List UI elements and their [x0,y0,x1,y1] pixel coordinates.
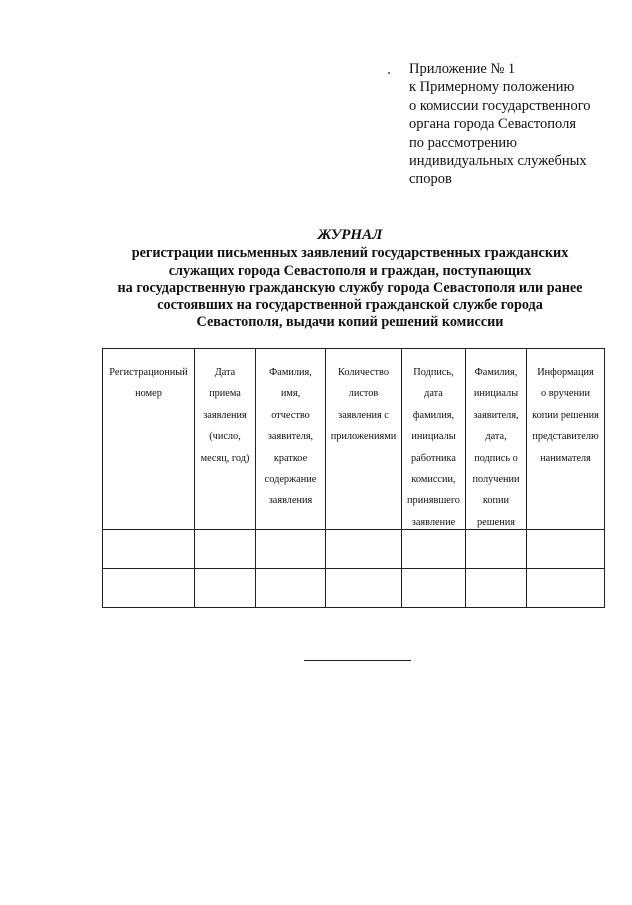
table-cell [326,569,402,608]
table-header-row [103,349,605,530]
title-line: регистрации письменных заявлений государственных гражданских [131,245,569,262]
column-header [326,349,402,530]
appendix-line: индивидуальных служебных [409,153,587,170]
column-header-line: инициалы [411,431,456,443]
column-header [466,349,527,530]
column-header-line: о вручении [540,388,591,400]
column-header-line: краткое [273,452,308,464]
column-header [256,349,326,530]
table-cell [402,569,466,608]
table-cell [527,530,605,569]
title-line: Севастополя, выдачи копий решений комиссии [196,314,504,331]
appendix-note [409,60,624,189]
column-header-line: (число, [209,431,241,443]
table-cell [195,530,256,569]
appendix-line: к Примерному положению [409,79,575,96]
column-header-line: содержание [264,474,317,486]
appendix-line: по рассмотрению [409,134,517,151]
column-header-line: комиссии, [411,474,456,486]
column-header-line: заявителя, [473,409,519,421]
column-header-line: Фамилия, [269,367,312,378]
column-header [402,349,466,530]
column-header-line: инициалы [473,388,519,400]
column-header-line: получении [472,474,520,486]
table-cell [103,569,195,608]
column-header-line: Фамилия, [474,367,518,378]
column-header [195,349,256,530]
table-row [103,530,605,569]
appendix-line: о комиссии государственного [409,97,591,114]
column-header-line: заявителя, [267,431,314,443]
column-header-line: отчество [271,409,310,421]
column-header-line: фамилия, [412,409,455,421]
column-header-line: представителю [532,431,599,443]
column-header-line: копии [482,495,510,507]
column-header-line: работника [411,452,456,464]
column-header-line: имя, [280,388,301,400]
title-line: на государственную гражданскую службу города Севастополя или ранее [117,279,583,296]
column-header [527,349,605,530]
appendix-line: Приложение № 1 [409,61,516,77]
appendix-line: споров [409,171,452,188]
title-line: служащих города Севастополя и граждан, поступающих [168,262,532,279]
scan-dot [388,72,390,74]
column-header-line: месяц, год) [200,452,250,464]
column-header-line: Подпись, [413,367,454,378]
table-cell [103,530,195,569]
column-header-line: Регистрационный [109,367,188,378]
column-header-line: нанимателя [540,452,591,464]
column-header-line: Количество [337,367,390,378]
table-cell [256,569,326,608]
column-header-line: номер [135,388,162,400]
document-title [80,227,620,332]
column-header-line: заявление [411,516,456,528]
column-header-line: подпись о [474,452,518,464]
column-header-line: заявления [203,409,247,421]
table-cell [402,530,466,569]
column-header [103,349,195,530]
table-cell [466,530,527,569]
journal-table [102,348,605,608]
column-header-line: Информация [537,367,594,378]
appendix-line: органа города Севастополя [409,116,576,133]
title-line: состоявших на государственной гражданской службе города [157,297,543,314]
column-header-line: приема [209,388,241,400]
table-cell [256,530,326,569]
column-header-line: листов [348,388,379,400]
table-cell [466,569,527,608]
signature-line [304,660,411,661]
table-cell [527,569,605,608]
table-cell [326,530,402,569]
column-header-line: заявления [268,495,313,507]
column-header-line: дата [424,388,443,400]
column-header-line: Дата [214,367,236,378]
column-header-line: принявшего [407,495,460,507]
title-main: ЖУРНАЛ [317,227,383,243]
column-header-line: копии решения [532,409,599,421]
column-header-line: дата, [485,431,507,443]
table-row [103,569,605,608]
table-cell [195,569,256,608]
column-header-line: заявления с [338,409,389,421]
column-header-line: приложениями [330,431,397,443]
column-header-line: решения [477,516,515,528]
